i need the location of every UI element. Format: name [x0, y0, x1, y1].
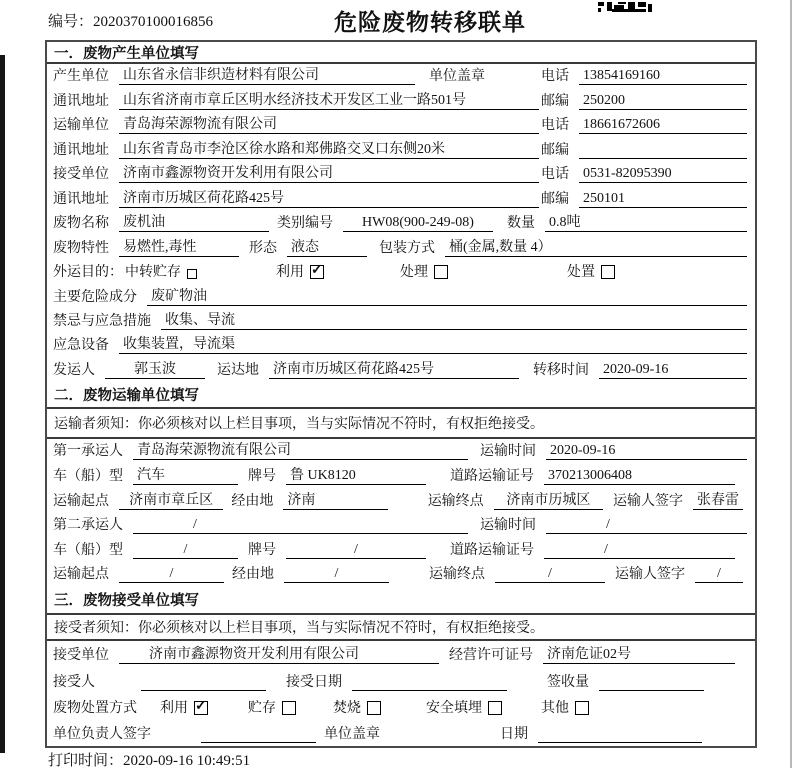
second-carrier-label: 第二承运人 — [53, 518, 123, 534]
destination-value: 济南市历城区荷花路425号 — [269, 358, 519, 379]
option-label: 利用 — [160, 700, 188, 716]
responsible-signature-value — [201, 726, 316, 743]
transport-time-label: 运输时间 — [480, 518, 536, 534]
transport-time-label: 运输时间 — [480, 444, 536, 460]
transfer-time-label: 转移时间 — [533, 362, 589, 378]
responsible-signature-label: 单位负责人签字 — [53, 726, 151, 742]
print-time-value: 2020-09-16 10:49:51 — [123, 753, 251, 768]
address-value: 山东省济南市章丘区明水经济技术开发区工业一路501号 — [119, 89, 539, 110]
accepting-unit-value: 济南市鑫源物资开发利用有限公司 — [119, 643, 439, 664]
unit-seal-label: 单位盖章 — [324, 726, 380, 742]
category-label: 类别编号 — [277, 216, 333, 232]
disposal-option-other — [541, 697, 589, 717]
zip-label: 邮编 — [541, 142, 569, 158]
plate-label: 牌号 — [248, 542, 276, 558]
scan-artifact-left-strip — [0, 55, 5, 753]
shipper-label: 发运人 — [53, 362, 95, 378]
emergency-equipment-label: 应急设备 — [53, 338, 109, 354]
serial-value: 2020370100016856 — [93, 14, 214, 30]
license-value: 济南危证02号 — [543, 643, 735, 664]
received-quantity-value — [599, 674, 704, 691]
destination-label: 运达地 — [217, 362, 259, 378]
waste-name-label: 废物名称 — [53, 216, 109, 232]
transport-time-value: 2020-09-16 — [546, 443, 747, 460]
terminus-value: 济南市历城区 — [494, 489, 603, 510]
category-value: HW08(900-249-08) — [343, 215, 493, 232]
via-label: 经由地 — [231, 493, 274, 509]
phone-value: 0531-82095390 — [579, 166, 747, 183]
form-state-label: 形态 — [249, 240, 277, 256]
section3-header: 三．废物接受单位填写 — [47, 586, 755, 615]
row-main-hazard — [47, 284, 755, 308]
packing-value: 桶(金属,数量 4） — [445, 236, 747, 257]
row-accepting-unit — [47, 641, 755, 667]
checkbox-dispose — [601, 265, 615, 279]
row-first-carrier — [47, 439, 755, 464]
phone-value: 18661672606 — [579, 117, 747, 134]
row-acceptor — [47, 667, 755, 693]
purpose-option-utilize — [276, 261, 324, 281]
acceptor-label: 接受人 — [53, 674, 95, 690]
terminus-label: 运输终点 — [429, 567, 485, 583]
carrier-signature-value: 张春雷 — [693, 489, 743, 510]
row-producer-address — [47, 88, 755, 112]
section2-note: 运输者须知：你必须核对以上栏目事项，当与实际情况不符时，有权拒绝接受。 — [47, 409, 755, 439]
emergency-measures-value: 收集、导流 — [161, 309, 747, 330]
row-transport-unit — [47, 113, 755, 137]
vehicle-type-value: 汽车 — [133, 464, 238, 485]
road-permit-value: 370213006408 — [544, 468, 735, 485]
checkbox-store — [282, 701, 296, 715]
qr-code-fragment — [598, 0, 652, 18]
unit-seal-label: 单位盖章 — [429, 69, 485, 85]
row-vehicle-1 — [47, 463, 755, 488]
accepting-unit-label: 接受单位 — [53, 648, 109, 664]
disposal-option-incinerate — [333, 697, 381, 717]
row-producer — [47, 64, 755, 88]
accept-date-label: 接受日期 — [286, 674, 342, 690]
address-label: 通讯地址 — [53, 142, 109, 158]
phone-value: 13854169160 — [579, 68, 747, 85]
terminus-value: / — [495, 566, 605, 583]
serial-number — [48, 10, 213, 31]
license-label: 经营许可证号 — [449, 648, 533, 664]
packing-label: 包装方式 — [379, 240, 435, 256]
form-state-value: 液态 — [287, 236, 367, 257]
row-transport-address — [47, 137, 755, 161]
receiver-unit-value: 济南市鑫源物资开发利用有限公司 — [119, 162, 539, 183]
option-label: 贮存 — [248, 700, 276, 716]
row-waste-name — [47, 211, 755, 235]
vehicle-type-label: 车（船）型 — [53, 542, 123, 558]
option-label: 其他 — [541, 700, 569, 716]
road-permit-label: 道路运输证号 — [450, 542, 534, 558]
waste-name-value: 废机油 — [119, 211, 269, 232]
received-quantity-label: 签收量 — [547, 674, 589, 690]
main-hazard-label: 主要危险成分 — [53, 289, 137, 305]
address-value: 济南市历城区荷花路425号 — [119, 187, 539, 208]
quantity-label: 数量 — [507, 216, 535, 232]
row-vehicle-2 — [47, 537, 755, 562]
row-disposal-method — [47, 694, 755, 720]
origin-value: 济南市章丘区 — [119, 489, 223, 510]
date-value — [538, 726, 702, 743]
section2-header: 二．废物运输单位填写 — [47, 382, 755, 409]
plate-value: 鲁 UK8120 — [286, 464, 426, 485]
purpose-option-transfer-storage — [125, 261, 197, 281]
option-label: 处理 — [400, 265, 428, 281]
waste-traits-label: 废物特性 — [53, 240, 109, 256]
purpose-option-treat — [400, 261, 448, 281]
vehicle-type-label: 车（船）型 — [53, 468, 123, 484]
second-carrier-value: / — [133, 517, 468, 534]
date-label: 日期 — [500, 726, 528, 742]
option-label: 焚烧 — [333, 700, 361, 716]
origin-value: / — [119, 566, 224, 583]
checkbox-transfer-storage — [187, 269, 197, 279]
phone-label: 电话 — [541, 118, 569, 134]
row-second-carrier — [47, 513, 755, 538]
waste-traits-value: 易燃性,毒性 — [119, 236, 239, 257]
row-responsible-signature — [47, 720, 755, 746]
checkbox-landfill — [488, 701, 502, 715]
zip-label: 邮编 — [541, 93, 569, 109]
road-permit-value: / — [544, 542, 735, 559]
transport-time-value: / — [546, 517, 747, 534]
quantity-value: 0.8吨 — [545, 211, 747, 232]
receiver-unit-label: 接受单位 — [53, 167, 109, 183]
transport-unit-value: 青岛海荣源物流有限公司 — [119, 113, 539, 134]
zip-value: 250200 — [579, 93, 747, 110]
checkbox-utilize — [310, 265, 324, 279]
road-permit-label: 道路运输证号 — [450, 468, 534, 484]
first-carrier-label: 第一承运人 — [53, 444, 123, 460]
page-edge-line — [790, 0, 792, 768]
manifest-form-table — [45, 40, 757, 748]
acceptor-value — [141, 674, 266, 691]
row-emergency-equipment — [47, 333, 755, 357]
option-label: 处置 — [567, 265, 595, 281]
emergency-equipment-value: 收集装置，导流渠 — [119, 333, 747, 354]
checkbox-incinerate — [367, 701, 381, 715]
option-label: 安全填埋 — [426, 700, 482, 716]
serial-label: 编号： — [48, 14, 94, 30]
row-waste-traits — [47, 235, 755, 259]
via-value: / — [284, 566, 389, 583]
purpose-label: 外运目的： — [53, 265, 123, 281]
print-time-label: 打印时间： — [48, 753, 124, 768]
row-route-2 — [47, 562, 755, 587]
row-shipper — [47, 357, 755, 381]
disposal-option-store — [248, 697, 296, 717]
disposal-method-label: 废物处置方式 — [53, 700, 137, 716]
disposal-option-utilize — [160, 697, 208, 717]
carrier-signature-value: / — [695, 566, 743, 583]
zip-label: 邮编 — [541, 191, 569, 207]
address-label: 通讯地址 — [53, 93, 109, 109]
transfer-time-value: 2020-09-16 — [599, 362, 747, 379]
zip-value: 250101 — [579, 191, 747, 208]
zip-value — [579, 142, 747, 159]
producer-label: 产生单位 — [53, 69, 109, 85]
page-title: 危险废物转移联单 — [334, 10, 526, 35]
first-carrier-value: 青岛海荣源物流有限公司 — [133, 439, 468, 460]
disposal-option-landfill — [426, 697, 502, 717]
origin-label: 运输起点 — [53, 493, 109, 509]
row-emergency-measures — [47, 309, 755, 333]
via-label: 经由地 — [232, 567, 274, 583]
phone-label: 电话 — [541, 167, 569, 183]
origin-label: 运输起点 — [53, 567, 109, 583]
plate-value: / — [286, 542, 426, 559]
phone-label: 电话 — [541, 69, 569, 85]
terminus-label: 运输终点 — [427, 493, 484, 509]
accept-date-value — [352, 674, 507, 691]
row-receiver-unit — [47, 162, 755, 186]
checkbox-treat — [434, 265, 448, 279]
plate-label: 牌号 — [248, 468, 276, 484]
address-value: 山东省青岛市李沧区徐水路和郑佛路交叉口东侧20米 — [119, 138, 539, 159]
checkbox-other — [575, 701, 589, 715]
carrier-signature-label: 运输人签字 — [613, 493, 683, 509]
checkbox-utilize — [194, 701, 208, 715]
row-receiver-address — [47, 186, 755, 210]
option-label: 中转贮存 — [125, 265, 181, 281]
purpose-option-dispose — [567, 261, 615, 281]
vehicle-type-value: / — [133, 542, 238, 559]
main-hazard-value: 废矿物油 — [147, 285, 747, 306]
option-label: 利用 — [276, 265, 304, 281]
producer-value: 山东省永信非织造材料有限公司 — [119, 64, 415, 85]
transport-unit-label: 运输单位 — [53, 118, 109, 134]
shipper-value: 郭玉波 — [105, 358, 205, 379]
address-label: 通讯地址 — [53, 191, 109, 207]
emergency-measures-label: 禁忌与应急措施 — [53, 313, 151, 329]
row-outbound-purpose — [47, 260, 755, 284]
print-time — [48, 749, 250, 768]
via-value: 济南 — [283, 489, 387, 510]
carrier-signature-label: 运输人签字 — [615, 567, 685, 583]
section3-note: 接受者须知：你必须核对以上栏目事项，当与实际情况不符时，有权拒绝接受。 — [47, 615, 755, 641]
row-route-1 — [47, 488, 755, 513]
section1-header: 一．废物产生单位填写 — [47, 42, 755, 64]
